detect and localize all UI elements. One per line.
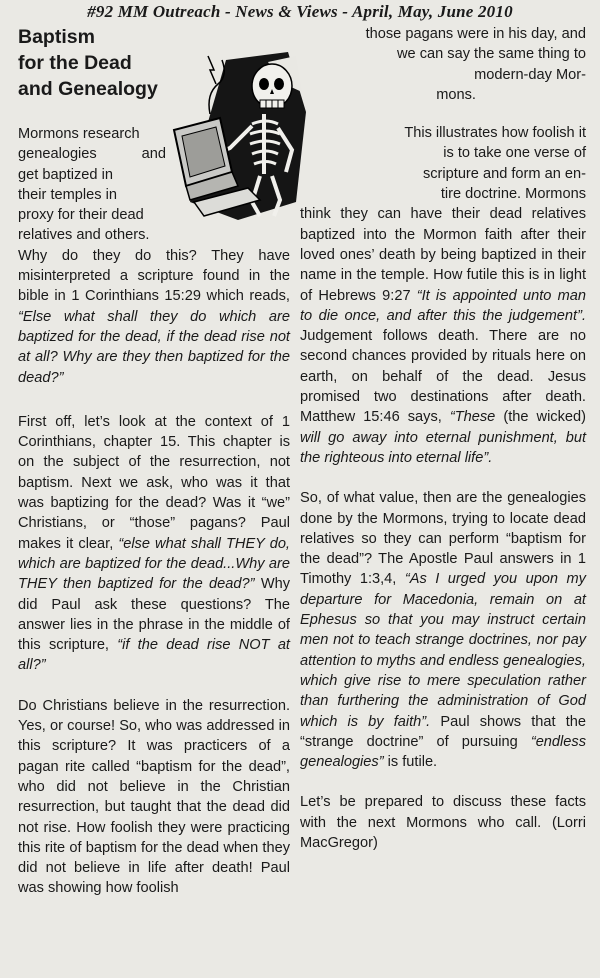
paragraph-text: First off, let’s look at the context of 1 Corinthians, chapter 15. This chapter is on the subject of the resurrection, not baptism. Next we ask, who was it that was baptizing for the dead? Was it “we” Christians, or “those” pagans? Paul makes it clear, [18,413,290,552]
paragraph-text: (the wicked) [503,409,586,426]
paragraph [18,412,290,676]
text-line: those pagans were in his day, and [365,26,586,42]
scripture-quote: “if the dead rise NOT at all?” [18,637,290,674]
text-line: This illustrates how foolish it [404,125,586,142]
paragraph-text: So, of what value, then are the genealogies done by the Mormons, trying to locate dead relatives so they can perform “baptism for the dead”? The Apostle Paul answers in 1 Timothy 1:3,4, [300,490,586,588]
paragraph-text: is futile. [387,754,438,771]
article-title [18,24,290,102]
paragraph-text: Paul shows that the “strange doctrine” of pursuing [300,713,586,750]
text-line: Mormons research [18,126,140,142]
scripture-quote: “Else what shall they do which are baptized for the dead, if the dead rise not at all? Why are they then baptized for the dead?” [18,308,290,386]
paragraph [300,488,586,772]
right-column [300,24,586,853]
scripture-quote: “These [449,409,496,426]
text-line: modern-day Mor- [474,66,586,83]
text-line: mons. [436,86,476,103]
text-line: scripture and form an en- [422,165,586,182]
title-line: Baptism [18,26,95,48]
text-line: tire doctrine. Mormons [440,186,586,203]
text-line: proxy for their dead [18,207,144,224]
title-line: for the Dead [18,52,132,74]
title-line: and Genealogy [18,78,158,100]
text-line: their temples in [18,186,117,203]
closing-paragraph: Let’s be prepared to discuss these facts with the next Mormons who call. (Lorri MacGregor) [300,794,586,851]
intro-wrap [18,124,290,246]
paragraph [300,204,586,468]
page-header: #92 MM Outreach - News & Views - April, May, June 2010 [87,2,513,21]
scripture-quote: “else what shall THEY do, which are baptized for the dead...Why are THEY then baptized for the dead?” [18,535,290,593]
paragraph: Do Christians believe in the resurrection. Yes, or course! So, who was addressed in this scripture? It was practicers of a pagan rite called “baptism for the dead”, who did not believe in the Christian resurrection, but taught that the dead did not rise. How foolish they were practicing this rite of baptism for the dead when they did not believe in life after death! Paul was showing how foolish [18,697,290,897]
scripture-quote: “endless genealogies” [300,733,586,771]
paragraph-text: think they can have their dead relatives baptized into the Mormon faith after their loved ones’ death by being baptized in their name in the temple. How futile this is in light of Hebrews 9:27 [300,206,586,304]
text-line: we can say the same thing to [396,46,586,63]
text-line: relatives and others. [18,227,150,244]
continued-text [300,24,586,105]
text-line: get baptized in [18,166,113,183]
scripture-quote: “As I urged you upon my departure for Macedonia, remain on at Ephesus so that you may instruct certain men not to teach strange doctrines, nor pay attention to myths and endless genealogies, which give rise to mere speculation rather than furthering the administration of God which is by faith”. [300,571,586,730]
paragraph [18,246,290,388]
text-line: is to take one verse of [443,145,586,162]
paragraph-text: Judgement follows death. There are no second chances provided by rituals here on earth, on behalf of the dead. Jesus promised two destinations after death. Matthew 15:46 says, [300,328,586,426]
text-line: genealogies and [18,146,166,163]
paragraph-text: Why do they do this? They have misinterpreted a scripture found in the bible in 1 Corinthians 15:29 which reads, [18,247,290,305]
scripture-quote: will go away into eternal punishment, but the righteous into eternal life”. [300,429,586,466]
paragraph-text: Why did Paul ask these questions? The answer lies in the phrase in the middle of this scripture, [18,576,290,654]
left-column [18,24,290,899]
paragraph-wrap [300,123,586,204]
scripture-quote: “It is appointed unto man to die once, and after this the judgement”. [300,287,586,324]
